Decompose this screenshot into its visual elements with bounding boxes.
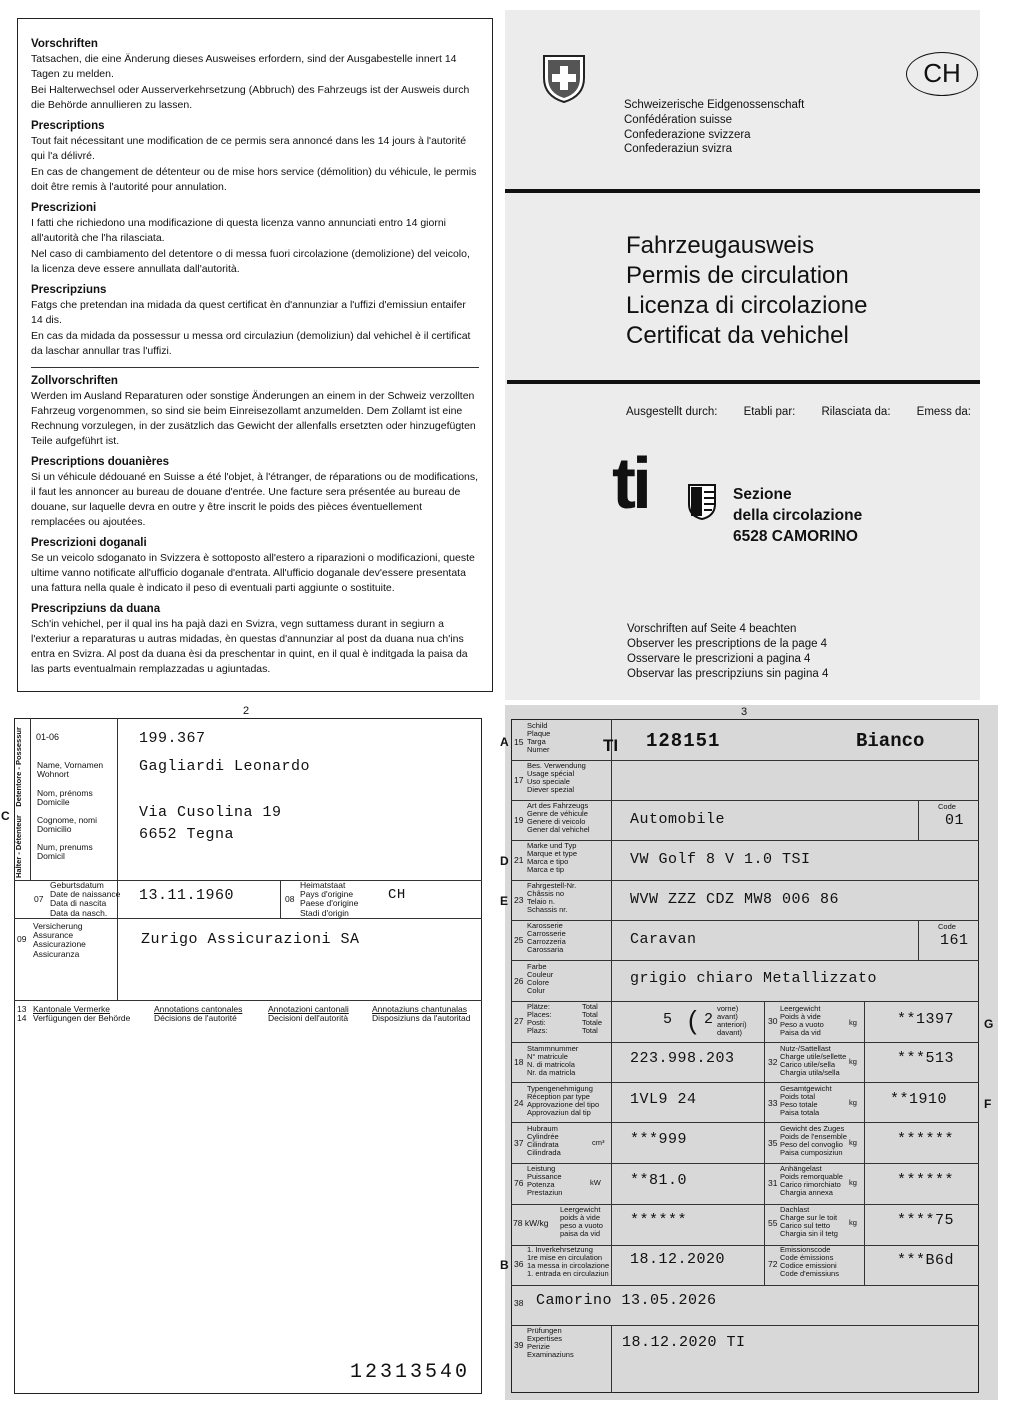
issued-by-labels [626, 406, 971, 418]
field-24: 24 [514, 1098, 524, 1108]
plate-labels: Schild Plaque Targa Numer [527, 721, 551, 754]
section-paragraph: En cas de changement de détenteur ou de mise hors service (démolition) du véhicule, le permis doit être remis à l'autorité pour annulation. [31, 166, 477, 193]
field-30: 30 [768, 1016, 778, 1026]
kg-unit: kg [849, 1178, 857, 1187]
holder-vertical-label: Halter - Détenteur Detentore - Possessur [14, 727, 23, 878]
vehicle-type: Automobile [630, 811, 726, 828]
section-heading: Prescripziuns da duana [31, 603, 161, 615]
name-labels-it: Cognome, nomi Domicilio [37, 815, 98, 835]
seats-front: 2 [704, 1011, 714, 1028]
office-line-3: 6528 CAMORINO [733, 528, 858, 545]
section-paragraph: Nel caso di cambiamento del detentore o di messa fuori circolazione (demolizione) del veicolo, la licenza deve essere annullata dall'autorità. [31, 248, 470, 275]
seats-front-labels: vorne) avant) anteriori) davant) [717, 1004, 747, 1037]
row-letter-g: G [984, 1017, 994, 1031]
section-paragraph: Si un véhicule dédouané en Suisse a été l'objet, à l'étranger, de réparations ou de modifications, il faut les annoncer au bureau de douane d'entrée. Une facture sera présentée au bureau de douane, sur laquelle devra en outre y être inscrit le poids des pièces éventuellement remplacées ou ajoutées. [31, 471, 479, 528]
section-paragraph: Tout fait nécessitant une modification de ce permis sera annoncé dans les 14 jours à l'autorité qui l'a délivré. [31, 135, 467, 162]
note-de: Vorschriften auf Seite 4 beachten [627, 623, 797, 635]
emission-code: ***B6d [897, 1252, 955, 1269]
train-weight-labels: Gewicht des Zuges Poids de l'ensemble Peso del convoglio Paisa cumposiziun [780, 1124, 847, 1157]
total-weight-labels: Gesamtgewicht Poids total Peso totale Paisa totala [780, 1084, 832, 1117]
field-35: 35 [768, 1138, 778, 1148]
grid-line [511, 1042, 979, 1043]
issued-by-it: Rilasciata da: [821, 406, 891, 418]
insurance-name: Zurigo Assicurazioni SA [141, 931, 360, 948]
field-13-14: 13 14 [17, 1004, 27, 1024]
origin-labels: Heimatstaat Pays d'origine Paese d'origine Stadi d'origin [300, 880, 359, 918]
section-paragraph: Fatgs che pretendan ina midada da quest certificat èn d'annunziar a l'uffizi d'emissiun entaifer 14 dis. [31, 299, 466, 326]
kg-unit: kg [849, 1098, 857, 1107]
grid-line [511, 880, 979, 881]
roof-load-labels: Dachlast Charge sur le toit Carico sul tetto Chargia sin il tetg [780, 1205, 838, 1238]
page-4-notes [627, 622, 828, 682]
page-number-3: 3 [741, 706, 748, 718]
kg-unit: kg [849, 1138, 857, 1147]
prescriptions-section [31, 37, 479, 359]
note-rm: Observar las prescripziuns sin pagina 4 [627, 668, 829, 680]
empty-weight-labels: Leergewicht Poids à vide Peso a vuoto Paisa da vid [780, 1004, 824, 1037]
inspection-date: 18.12.2020 TI [622, 1334, 746, 1351]
kg-unit: kg [849, 1218, 857, 1227]
grid-line [764, 1001, 765, 1285]
chassis-number: WVW ZZZ CDZ MW8 006 86 [630, 891, 840, 908]
vehicle-code: 01 [945, 812, 965, 829]
grid-line [511, 1082, 979, 1083]
row-letter-d: D [500, 854, 509, 868]
ticino-logo-text: ti [612, 444, 648, 524]
first-registration: 18.12.2020 [630, 1251, 726, 1268]
body-code: 161 [940, 932, 969, 949]
field-21: 21 [514, 855, 524, 865]
matricule-labels: Stammnummer N° matricule N. di matricola Nr. da matricla [527, 1044, 579, 1077]
title-it: Licenza di circolazione [626, 292, 868, 319]
field-36: 36 [514, 1259, 524, 1269]
field-27: 27 [514, 1016, 524, 1026]
row-letter-c: C [1, 809, 10, 823]
field-31: 31 [768, 1178, 778, 1188]
body-type: Caravan [630, 931, 697, 948]
field-32: 32 [768, 1057, 778, 1067]
issue-place-date: Camorino 13.05.2026 [536, 1292, 717, 1309]
vehicle-color: grigio chiaro Metallizzato [630, 970, 878, 987]
seat-labels: Plätze: Places: Posti: Plazs: [527, 1002, 552, 1035]
power: **81.0 [630, 1172, 688, 1189]
section-heading: Prescriptions douanières [31, 456, 170, 468]
row-letter-b: B [500, 1258, 509, 1272]
field-08: 08 [285, 894, 295, 904]
power-weight-ratio: ****** [630, 1212, 688, 1229]
section-heading: Prescripziuns [31, 284, 107, 296]
section-paragraph: I fatti che richiedono una modificazione di questa licenza vanno annunciati entro 14 giorni all'autorità che l'ha rilasciata. [31, 217, 447, 244]
field-18: 18 [514, 1057, 524, 1067]
field-38: 38 [514, 1298, 524, 1308]
field-72: 72 [768, 1259, 778, 1269]
field-25: 25 [514, 935, 524, 945]
section-paragraph: Bei Halterwechsel oder Ausserverkehrsetzung (Abbruch) des Fahrzeugs ist der Ausweis durch die Behörde annullieren zu lassen. [31, 84, 470, 111]
field-78: 78 kW/kg [513, 1218, 549, 1228]
country-code-oval: CH [906, 52, 978, 96]
inspection-labels: Prüfungen Expertises Perizie Examinaziuns [527, 1326, 574, 1359]
field-23: 23 [514, 895, 524, 905]
section-paragraph: Werden im Ausland Reparaturen oder sonstige Änderungen an einem in der Schweiz verzollten Fahrzeug vorgenommen, so sind sie beim Einreisezollamt anzumelden. Dem Zollamt ist eine Rechnung vorzulegen, in der zusätzlich das Gewicht der allenfalls ersetzten oder hinzugefügten Teile aufgeführt ist. [31, 390, 476, 447]
grid-line [511, 920, 979, 921]
seats-total: 5 [663, 1011, 673, 1028]
issued-by-rm: Emess da: [916, 406, 971, 418]
kg-unit: kg [849, 1018, 857, 1027]
field-17: 17 [514, 775, 524, 785]
field-07: 07 [34, 894, 44, 904]
field-26: 26 [514, 976, 524, 986]
divider [505, 189, 980, 193]
field-33: 33 [768, 1098, 778, 1108]
owner-address-street: Via Cusolina 19 [139, 804, 282, 821]
note-it: Osservare le prescrizioni a pagina 4 [627, 653, 811, 665]
chassis-labels: Fahrgestell-Nr. Châssis no Telaio n. Schassis nr. [527, 881, 577, 914]
row-letter-f: F [984, 1097, 992, 1111]
owner-number: 199.367 [139, 730, 206, 747]
type-approval: 1VL9 24 [630, 1091, 697, 1108]
plate-number: 128151 [646, 730, 721, 752]
owner-address-city: 6652 Tegna [139, 826, 235, 843]
power-labels: Leistung Puissance Potenza Prestaziun [527, 1164, 563, 1197]
confederation-names [624, 98, 804, 157]
issuing-office [733, 484, 862, 547]
field-19: 19 [514, 815, 524, 825]
payload: ***513 [897, 1050, 955, 1067]
office-line-1: Sezione [733, 486, 792, 503]
canton: TI [603, 736, 619, 755]
special-use-labels: Bes. Verwendung Usage spécial Uso speciale Diever spezial [527, 761, 586, 794]
section-heading: Prescrizioni doganali [31, 537, 147, 549]
color-labels: Farbe Couleur Colore Colur [527, 962, 554, 995]
code-label: Code [938, 802, 956, 811]
brace-icon: ( [688, 1005, 697, 1035]
section-heading: Prescrizioni [31, 202, 97, 214]
grid-line [511, 1122, 979, 1123]
ticino-shield-icon [688, 484, 716, 520]
field-15: 15 [514, 737, 524, 747]
grid-line [511, 1325, 979, 1326]
birth-date: 13.11.1960 [139, 887, 235, 904]
note-fr: Observer les prescriptions de la page 4 [627, 638, 828, 650]
page-number-2: 2 [243, 705, 250, 717]
document-serial: 12313540 [350, 1361, 471, 1384]
section-heading: Prescriptions [31, 120, 105, 132]
cm3-unit: cm³ [592, 1138, 605, 1147]
title-rm: Certificat da vehichel [626, 322, 849, 349]
grid-line [864, 1001, 865, 1285]
title-de: Fahrzeugausweis [626, 232, 815, 259]
section-paragraph: Se un veicolo sdoganato in Svizzera è sottoposto all'estero a riparazioni o modificazioni, queste ultime vanno notificate all'ufficio doganale d'entrata. All'ufficio doganale dev'essere presentata una fattura nella quale è indicato il peso di eventuali parti aggiunte o sostituite. [31, 552, 475, 594]
make-labels: Marke und Typ Marque et type Marca e tipo Marca e tip [527, 841, 578, 874]
kg-unit: kg [849, 1057, 857, 1066]
confed-rm: Confederaziun svizra [624, 143, 733, 156]
confed-it: Confederazione svizzera [624, 128, 751, 141]
vehicle-type-labels: Art des Fahrzeugs Genre de véhicule Genere di veicolo Gener dal vehichel [527, 801, 590, 834]
customs-section [31, 374, 479, 677]
confed-de: Schweizerische Eidgenossenschaft [624, 99, 805, 111]
kw-unit: kW [590, 1178, 601, 1187]
divider [31, 367, 479, 368]
document-titles [626, 231, 867, 351]
seat-total-labels: Total Total Totale Total [582, 1002, 603, 1035]
roof-load: ****75 [897, 1212, 955, 1229]
train-weight: ****** [897, 1131, 955, 1148]
grid-line [611, 1325, 612, 1393]
empty-weight: **1397 [897, 1011, 955, 1028]
grid-line [918, 920, 919, 960]
field-39: 39 [514, 1340, 524, 1350]
grid-line [611, 719, 612, 1285]
section-heading: Vorschriften [31, 38, 98, 50]
grid-line [511, 960, 979, 961]
towing-weight: ****** [897, 1172, 955, 1189]
grid-line [511, 1285, 979, 1286]
date-code: 01-06 [36, 732, 60, 742]
origin-country: CH [388, 887, 406, 903]
office-line-2: della circolazione [733, 507, 863, 524]
section-paragraph: Sch'in vehichel, per il qual ins ha pajà dazi en Svizra, vegn suttamess durant in segiurn a l'exteriur a reparaturas u autras midadas, èn questas d'annunziar al post da duana nua ch'ins entra en Svizra. Al post da duana èsi da preschentar in quint, en il qual è inditgada la paisa da las parts eventualmain remplazzadas u agiuntadas. [31, 618, 468, 675]
annotations-it: Annotazioni cantonali Decisioni dell'autorità [268, 1004, 349, 1024]
type-approval-labels: Typengenehmigung Réception par type Approvazione del tipo Approvaziun dal tip [527, 1084, 600, 1117]
name-labels-de: Name, Vornamen Wohnort [37, 760, 104, 780]
body-labels: Karosserie Carrosserie Carrozzeria Carossaria [527, 921, 566, 954]
grid-line [511, 840, 979, 841]
displacement-labels: Hubraum Cylindrée Cilindrata Cilindrada [527, 1124, 561, 1157]
birth-labels: Geburtsdatum Date de naissance Data di nascita Data da nasch. [50, 880, 121, 918]
plate-color: Bianco [856, 730, 925, 752]
make-model: VW Golf 8 V 1.0 TSI [630, 851, 811, 868]
divider [507, 380, 980, 384]
annotations-de: Kantonale Vermerke Verfügungen der Behörde [33, 1004, 131, 1024]
name-labels-rm: Num, prenums Domicil [37, 842, 93, 862]
swiss-coat-of-arms-icon [540, 52, 588, 104]
power-weight-labels: Leergewicht poids à vide peso a vuoto paisa da vid [560, 1205, 603, 1238]
grid-line [918, 800, 919, 840]
issued-by-fr: Etabli par: [743, 406, 796, 418]
towing-labels: Anhängelast Poids remorquable Carico rimorchiato Chargia annexa [780, 1164, 843, 1197]
ticino-logo [612, 444, 720, 526]
code-label: Code [938, 922, 956, 931]
title-fr: Permis de circulation [626, 262, 849, 289]
insurance-labels: Versicherung Assurance Assicurazione Assicuranza [33, 921, 86, 959]
row-letter-e: E [500, 894, 509, 908]
section-paragraph: Tatsachen, die eine Änderung dieses Ausweises erfordern, sind der Ausgabestelle innert 14 Tagen zu melden. [31, 53, 457, 80]
section-heading: Zollvorschriften [31, 375, 118, 387]
field-76: 76 [514, 1178, 524, 1188]
owner-name: Gagliardi Leonardo [139, 758, 311, 775]
section-paragraph: En cas da midada da possessur u messa ord circulaziun (demoliziun) dal vehichel è il certificat da laschar annullar tras l'uffizi. [31, 330, 471, 357]
row-letter-a: A [500, 735, 509, 749]
confed-fr: Confédération suisse [624, 113, 733, 126]
name-labels-fr: Nom, prénoms Domicile [37, 788, 93, 808]
total-weight: **1910 [890, 1091, 948, 1108]
issued-by-de: Ausgestellt durch: [626, 406, 718, 418]
annotations-rm: Annotaziuns chantunalas Disposiziuns da l'autoritad [372, 1004, 471, 1024]
first-registration-labels: 1. Inverkehrsetzung 1re mise en circulation 1a messa in circolazione 1. entrada en circulaziun [527, 1245, 610, 1278]
grid-line [511, 1163, 979, 1164]
field-37: 37 [514, 1138, 524, 1148]
prescriptions-box [17, 18, 493, 692]
matricule-number: 223.998.203 [630, 1050, 735, 1067]
annotations-fr: Annotations cantonales Décisions de l'autorité [154, 1004, 243, 1024]
field-09: 09 [17, 934, 27, 944]
payload-labels: Nutz-/Sattellast Charge utile/sellette Carico utile/sella Chargia utila/sella [780, 1044, 847, 1077]
field-55: 55 [768, 1218, 778, 1228]
displacement: ***999 [630, 1131, 688, 1148]
emission-labels: Emissionscode Code émissions Codice emissioni Code d'emissiuns [780, 1245, 839, 1278]
